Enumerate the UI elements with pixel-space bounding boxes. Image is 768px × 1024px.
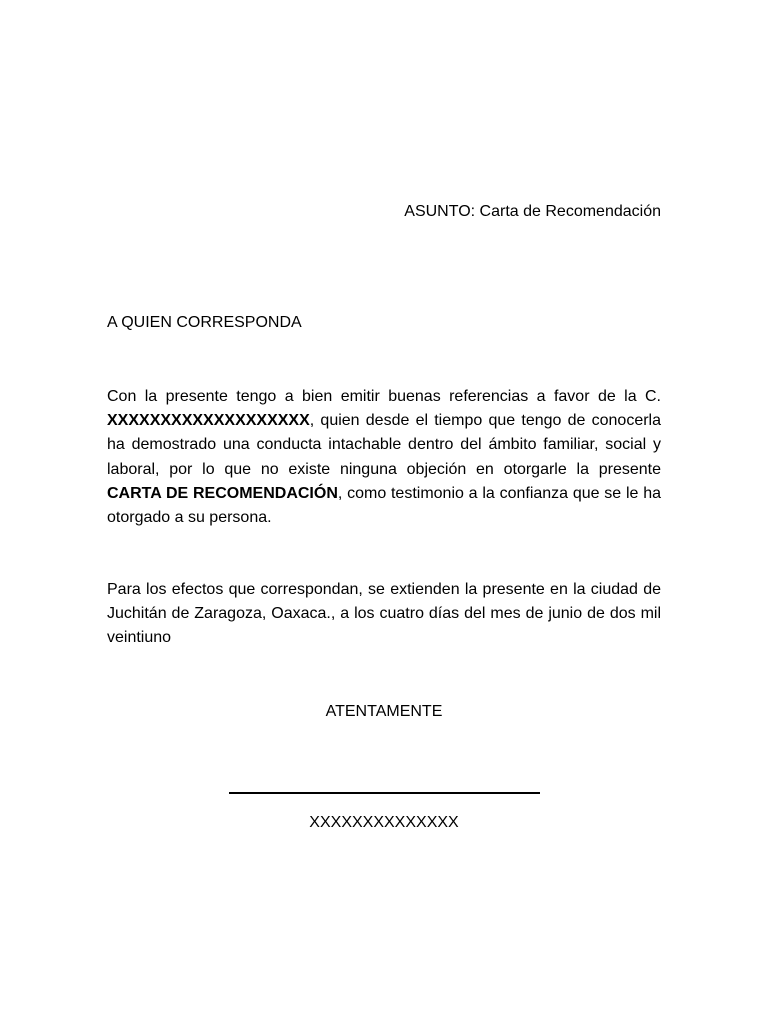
recommended-person-name: XXXXXXXXXXXXXXXXXXX [107,412,310,430]
paragraph-1-end: , como testimonio a la confianza que se le ha otorgado a su persona. [107,484,662,527]
body-paragraph-1 [107,385,661,530]
letter-subject: ASUNTO: Carta de Recomendación [404,203,661,220]
signature-line [229,792,540,794]
body-paragraph-2: Para los efectos que correspondan, se extienden la presente en la ciudad de Juchitán de Zaragoza, Oaxaca., a los cuatro días del mes de junio de dos mil veintiuno [107,581,661,647]
closing-salutation: ATENTAMENTE [325,703,443,720]
letter-addressee: A QUIEN CORRESPONDA [107,314,302,331]
document-title-emphasis: CARTA DE RECOMENDACIÓN [107,484,338,502]
paragraph-1-middle: , quien desde el tiempo que tengo de conocerla ha demostrado una conducta intachable dentro del ámbito familiar, social y laboral, por lo que no existe ninguna objeción en otorgarle la presente [107,412,661,478]
paragraph-1-intro: Con la presente tengo a bien emitir buenas referencias a favor de la C. [107,388,661,405]
signer-name: XXXXXXXXXXXXXX [309,814,459,831]
